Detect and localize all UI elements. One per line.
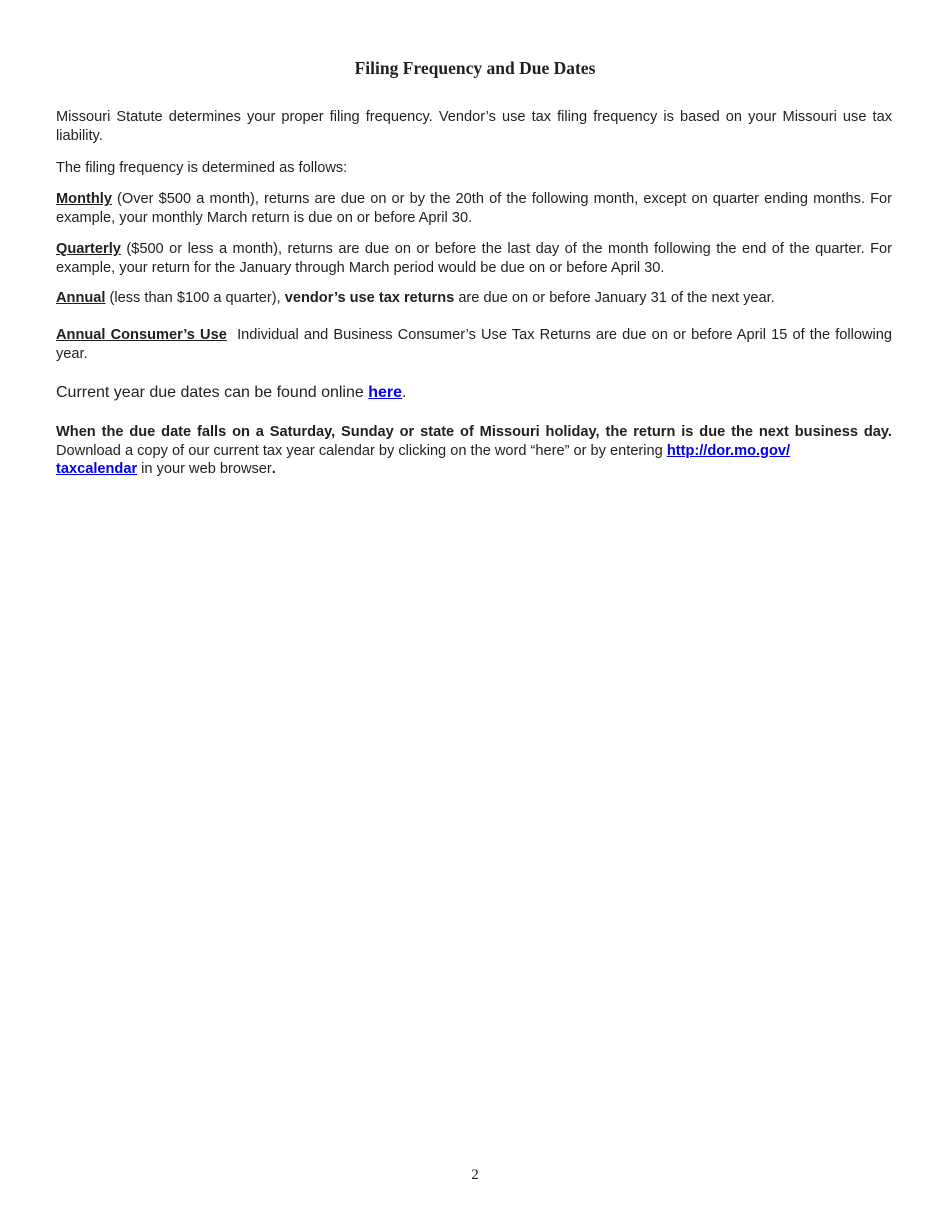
annual-text-after: are due on or before January 31 of the next year. <box>454 290 775 306</box>
current-year-paragraph <box>56 384 892 403</box>
tax-calendar-link-part2: taxcalendar <box>56 461 138 477</box>
holiday-bold-text: When the due date falls on a Saturday, Sunday or state of Missouri holiday, the return is due the next business day. <box>56 424 892 440</box>
quarterly-label: Quarterly <box>56 241 121 257</box>
determined-paragraph: The filing frequency is determined as follows: <box>56 160 348 176</box>
holiday-text-after: in your web browser <box>137 461 272 477</box>
current-year-end: . <box>402 384 407 401</box>
holiday-text: Download a copy of our current tax year calendar by clicking on the word “here” or by entering <box>56 442 667 459</box>
annual-text-before: (less than $100 a quarter), <box>105 290 285 306</box>
annual-paragraph <box>56 289 892 308</box>
page-title: Filing Frequency and Due Dates <box>354 58 596 78</box>
here-link[interactable]: here <box>368 384 403 401</box>
tax-calendar-link-part1: http://dor.mo.gov/ <box>666 442 791 459</box>
holiday-end: . <box>271 461 276 477</box>
page-number: 2 <box>471 1167 479 1183</box>
annual-consumer-label: Annual Consumer’s Use <box>56 327 227 343</box>
annual-bold-text: vendor’s use tax returns <box>284 290 455 306</box>
intro-paragraph: Missouri Statute determines your proper filing frequency. Vendor’s use tax filing frequency is based on your Missouri use tax liability. <box>56 109 892 144</box>
monthly-text: (Over $500 a month), returns are due on or by the 20th of the following month, except on quarter ending months. For example, your monthly March return is due on or before April 30. <box>56 191 892 226</box>
annual-consumer-paragraph <box>56 326 897 363</box>
monthly-label: Monthly <box>56 191 112 207</box>
quarterly-text: ($500 or less a month), returns are due on or before the last day of the month following the end of the quarter. For example, your return for the January through March period would be due on or before April 30. <box>56 241 892 276</box>
current-year-text: Current year due dates can be found online <box>56 384 369 401</box>
quarterly-paragraph <box>56 240 892 277</box>
monthly-paragraph <box>56 190 892 227</box>
annual-consumer-text: Individual and Business Consumer’s Use Tax Returns are due on or before April 15 of the following year. <box>56 327 897 362</box>
annual-label: Annual <box>56 290 106 306</box>
holiday-paragraph <box>56 423 892 479</box>
